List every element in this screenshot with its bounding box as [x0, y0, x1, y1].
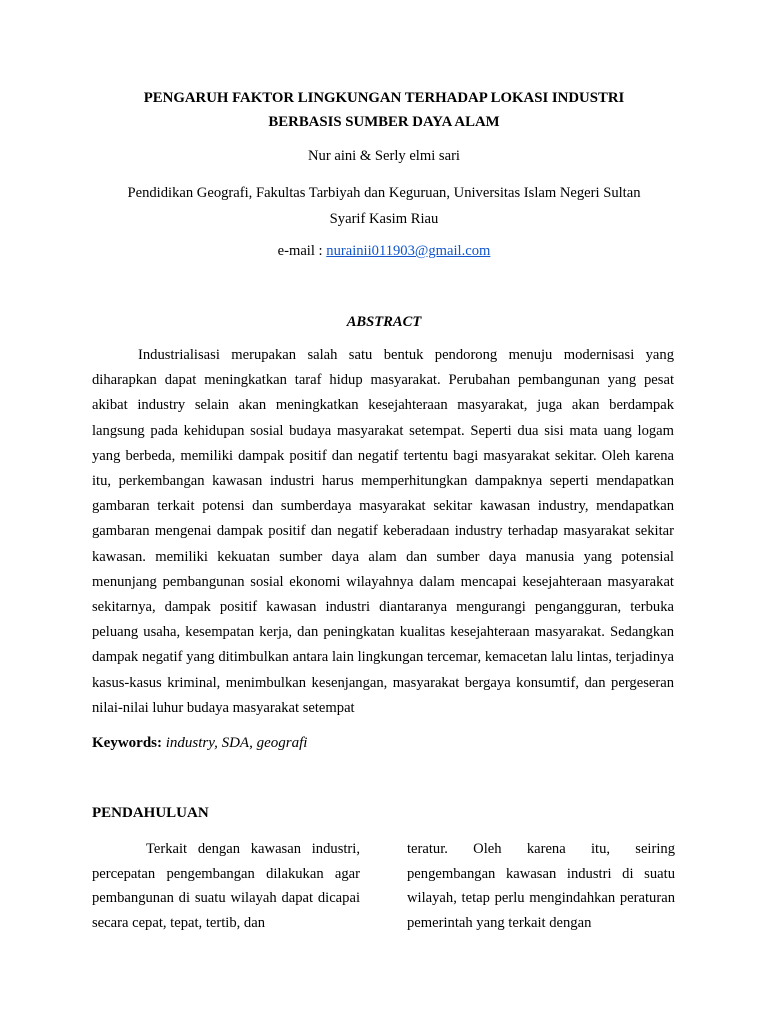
affiliation-line-2: Syarif Kasim Riau: [329, 211, 439, 227]
email-line: [60, 240, 708, 262]
email-label: e-mail :: [277, 243, 327, 259]
affiliation-line-1: Pendidikan Geografi, Fakultas Tarbiyah dan Keguruan, Universitas Islam Negeri Sultan: [127, 185, 641, 201]
section-heading: PENDAHULUAN: [92, 805, 209, 821]
intro-column-right: teratur. Oleh karena itu, seiring pengembangan kawasan industri di suatu wilayah, tetap perlu mengindahkan peraturan pemerintah yang terkait dengan: [407, 841, 675, 931]
keywords-label: Keywords:: [92, 735, 162, 751]
abstract-heading: ABSTRACT: [346, 314, 422, 330]
affiliation: [80, 180, 688, 232]
abstract-body: Industrialisasi merupakan salah satu bentuk pendorong menuju modernisasi yang diharapkan dapat meningkatkan taraf hidup masyarakat. Perubahan pembangunan yang pesat akibat industry selain akan meningkatkan kesejahteraan masyarakat, juga akan berdampak langsung pada kehidupan sosial budaya masyarakat setempat. Seperti dua sisi mata uang logam yang berbeda, memiliki dampak positif dan negatif tertentu bagi masyarakat sekitar. Oleh karena itu, perkembangan kawasan industri harus memperhitungkan dampaknya seperti mendapatkan gambaran terkait potensi dan sumberdaya masyarakat sekitar kawasan industry, mendapatkan gambaran mengenai dampak positif dan negatif keberadaan industry terhadap masyarakat sekitar kawasan. memiliki kekuatan sumber daya alam dan sumber daya manusia yang potensial menunjang pembangunan sosial ekonomi wilayahnya dalam mencapai kesejahteraan masyarakat sekitarnya, dampak positif kawasan industri diantaranya mengurangi pengangguran, terbuka peluang usaha, kesempatan kerja, dan peningkatan kualitas kesejahteraan masyarakat. Sedangkan dampak negatif yang ditimbulkan antara lain lingkungan tercemar, kemacetan lalu lintas, terjadinya kasus-kasus kriminal, menimbulkan kesenjangan, masyarakat bergaya konsumtif, dan pergeseran nilai-nilai luhur budaya masyarakat setempat: [92, 347, 674, 716]
keywords-value: industry, SDA, geografi: [162, 735, 308, 751]
title-line-1: PENGARUH FAKTOR LINGKUNGAN TERHADAP LOKASI INDUSTRI: [143, 90, 625, 106]
email-link[interactable]: nurainii011903@gmail.com: [326, 243, 491, 259]
authors: Nur aini & Serly elmi sari: [308, 148, 460, 164]
paper-title: [60, 86, 708, 134]
title-line-2: BERBASIS SUMBER DAYA ALAM: [268, 114, 500, 130]
intro-column-left: Terkait dengan kawasan industri, percepatan pengembangan dilakukan agar pembangunan di suatu wilayah dapat dicapai secara cepat, tepat, tertib, dan: [92, 841, 360, 931]
keywords: [92, 732, 674, 754]
